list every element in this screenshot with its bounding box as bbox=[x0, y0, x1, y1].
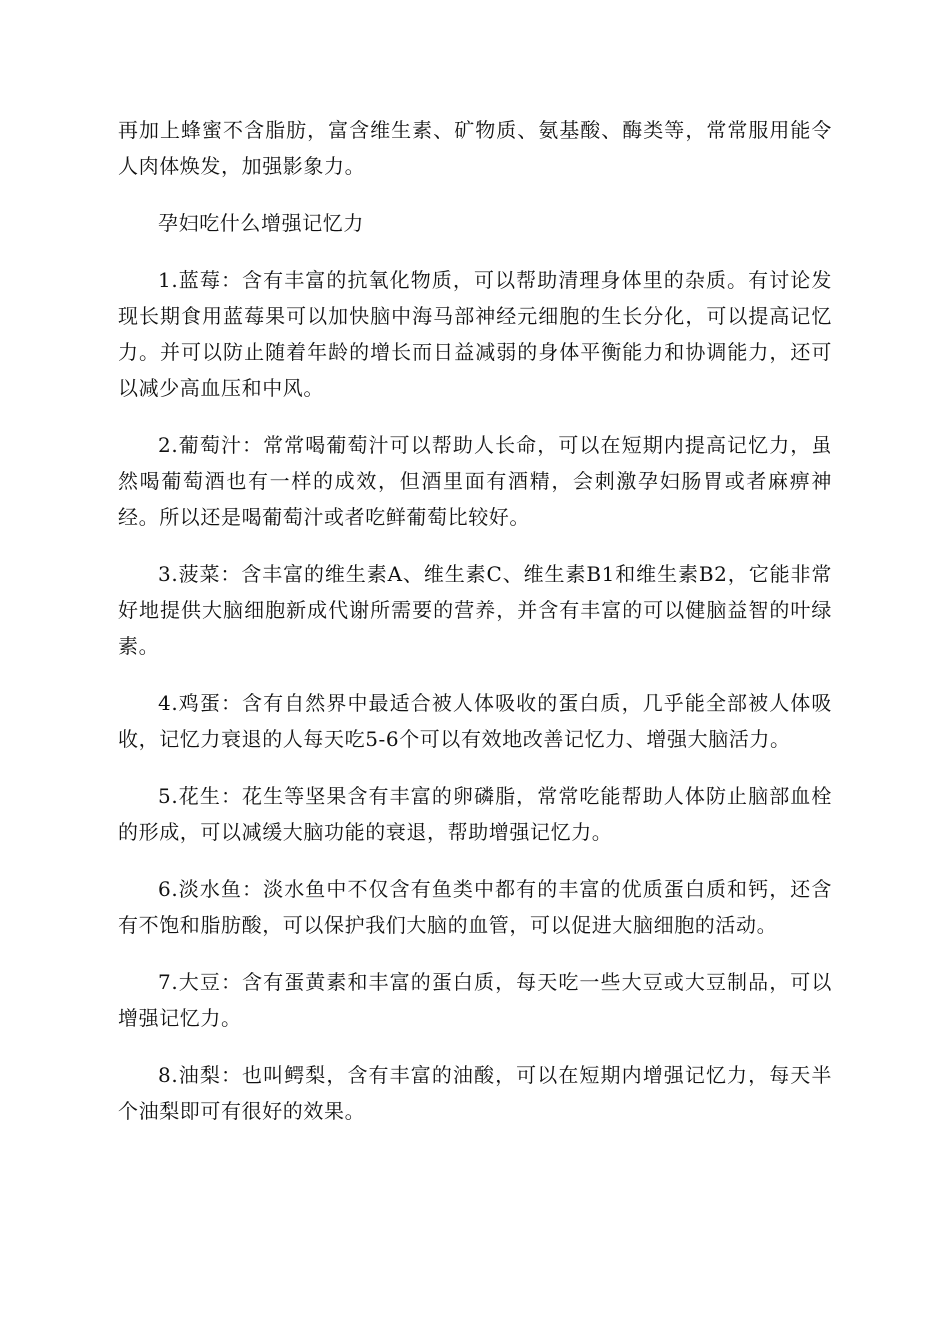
list-item: 6.淡水鱼：淡水鱼中不仅含有鱼类中都有的丰富的优质蛋白质和钙，还含有不饱和脂肪酸，可以保护我们大脑的血管，可以促进大脑细胞的活动。 bbox=[118, 877, 832, 937]
list-item: 1.蓝莓：含有丰富的抗氧化物质，可以帮助清理身体里的杂质。有讨论发现长期食用蓝莓果可以加快脑中海马部神经元细胞的生长分化，可以提高记忆力。并可以防止随着年龄的增长而日益减弱的身体平衡能力和协调能力，还可以减少高血压和中风。 bbox=[118, 268, 832, 400]
intro-paragraph: 再加上蜂蜜不含脂肪，富含维生素、矿物质、氨基酸、酶类等，常常服用能令人肉体焕发，加强影象力。 bbox=[118, 118, 832, 178]
list-item: 5.花生：花生等坚果含有丰富的卵磷脂，常常吃能帮助人体防止脑部血栓的形成，可以减缓大脑功能的衰退，帮助增强记忆力。 bbox=[118, 784, 832, 844]
list-item: 2.葡萄汁：常常喝葡萄汁可以帮助人长命，可以在短期内提高记忆力，虽然喝葡萄酒也有一样的成效，但酒里面有酒精，会刺激孕妇肠胃或者麻痹神经。所以还是喝葡萄汁或者吃鲜葡萄比较好。 bbox=[118, 433, 832, 529]
list-item: 4.鸡蛋：含有自然界中最适合被人体吸收的蛋白质，几乎能全部被人体吸收，记忆力衰退的人每天吃5-6个可以有效地改善记忆力、增强大脑活力。 bbox=[118, 691, 832, 751]
list-item: 8.油梨：也叫鳄梨，含有丰富的油酸，可以在短期内增强记忆力，每天半个油梨即可有很好的效果。 bbox=[118, 1063, 832, 1123]
list-item: 7.大豆：含有蛋黄素和丰富的蛋白质，每天吃一些大豆或大豆制品，可以增强记忆力。 bbox=[118, 970, 832, 1030]
section-heading: 孕妇吃什么增强记忆力 bbox=[158, 211, 364, 235]
document-body bbox=[118, 112, 832, 1150]
list-item: 3.菠菜：含丰富的维生素A、维生素C、维生素B1和维生素B2，它能非常好地提供大脑细胞新成代谢所需要的营养，并含有丰富的可以健脑益智的叶绿素。 bbox=[118, 562, 832, 658]
